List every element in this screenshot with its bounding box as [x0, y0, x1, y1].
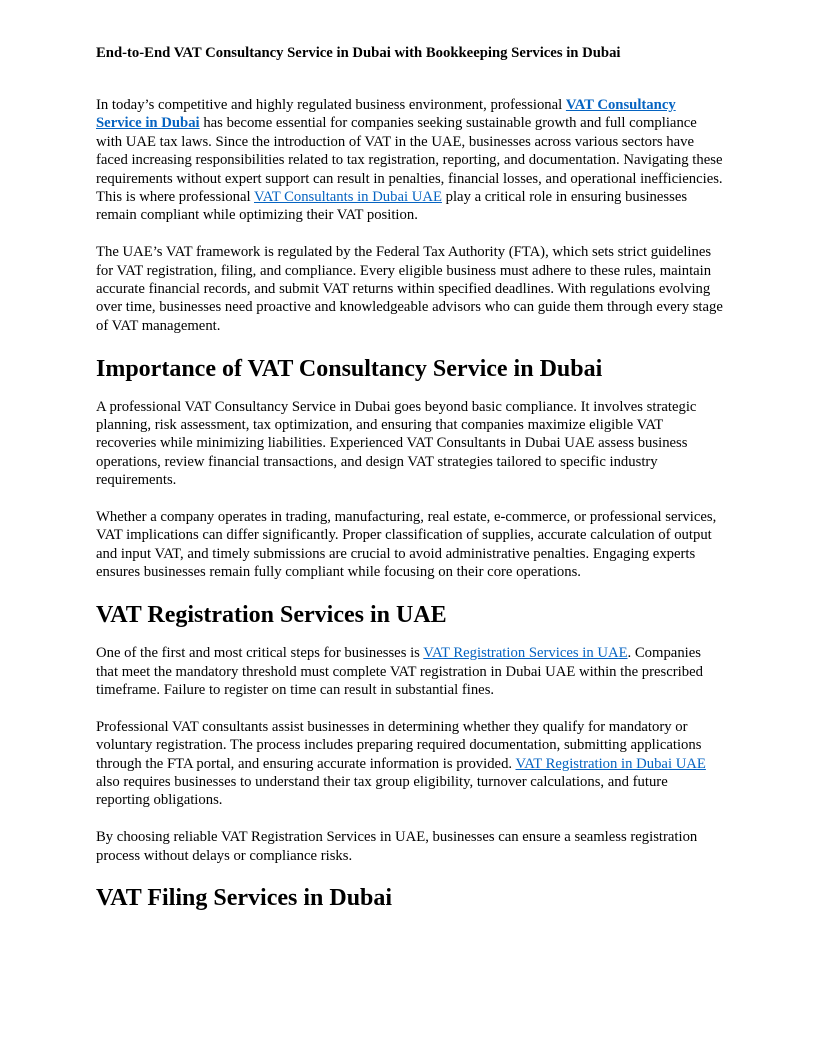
vat-consultancy-link[interactable]: VAT Consultancy Service in Dubai [96, 97, 676, 132]
filing-heading: VAT Filing Services in Dubai [96, 885, 393, 912]
registration-paragraph-3: By choosing reliable VAT Registration Services in UAE, businesses can ensure a seamless registration process without delays or compliance risks. [96, 829, 698, 864]
importance-paragraph-2: Whether a company operates in trading, manufacturing, real estate, e-commerce, or professional services, VAT implications can differ significantly. Proper classification of supplies, accurate calculation of output and input VAT, and timely submissions are crucial to avoid administrative penalties. Engaging experts ensures businesses remain fully compliant while focusing on their core operations. [96, 509, 717, 581]
importance-paragraph-1: A professional VAT Consultancy Service in Dubai goes beyond basic compliance. It involves strategic planning, risk assessment, tax optimization, and ensuring that companies maximize eligible VAT recoveries while minimizing liabilities. Experienced VAT Consultants in Dubai UAE assess business operations, review financial transactions, and design VAT strategies tailored to specific industry requirements. [96, 398, 697, 489]
importance-heading: Importance of VAT Consultancy Service in Dubai [96, 355, 603, 382]
registration-paragraph-2 [96, 718, 724, 810]
intro-paragraph-2: The UAE’s VAT framework is regulated by the Federal Tax Authority (FTA), which sets strict guidelines for VAT registration, filing, and compliance. Every eligible business must adhere to these rules, maintain accurate financial records, and submit VAT returns within specified deadlines. With regulations evolving over time, businesses need proactive and knowledgeable advisors who can guide them through every stage of VAT management. [96, 244, 723, 334]
registration-paragraph-1 [96, 644, 724, 699]
registration-text-d: also requires businesses to understand their tax group eligibility, turnover calculations, and future reporting obligations. [96, 773, 668, 809]
intro-paragraph-1 [96, 96, 724, 225]
vat-registration-dubai-link[interactable]: VAT Registration in Dubai UAE [515, 755, 706, 772]
intro-text-a: In today’s competitive and highly regulated business environment, professional [96, 97, 566, 113]
document-title: End-to-End VAT Consultancy Service in Dubai with Bookkeeping Services in Dubai [96, 45, 621, 61]
vat-registration-services-link[interactable]: VAT Registration Services in UAE [423, 645, 628, 662]
intro-text-c: play a critical role in ensuring businesses remain compliant while optimizing their VAT position. [96, 189, 688, 224]
registration-text-c: Professional VAT consultants assist businesses in determining whether they qualify for mandatory or voluntary registration. The process includes preparing required documentation, submitting applications through the FTA portal, and ensuring accurate information is provided. [96, 718, 702, 772]
vat-consultants-link[interactable]: VAT Consultants in Dubai UAE [254, 189, 442, 206]
registration-heading: VAT Registration Services in UAE [96, 602, 447, 629]
registration-text-b: . Companies that meet the mandatory threshold must complete VAT registration in Dubai UAE within the prescribed timeframe. Failure to register on time can result in substantial fines. [96, 645, 703, 698]
intro-text-b: has become essential for companies seeking sustainable growth and full compliance with UAE tax laws. Since the introduction of VAT in the UAE, businesses across various sectors have faced increasing responsibilities related to tax registration, reporting, and documentation. Navigating these requirements without expert support can result in penalties, financial losses, and operational inefficiencies. This is where professional [96, 115, 723, 206]
document-page [96, 44, 724, 927]
registration-text-a: One of the first and most critical steps for businesses is [96, 645, 424, 662]
